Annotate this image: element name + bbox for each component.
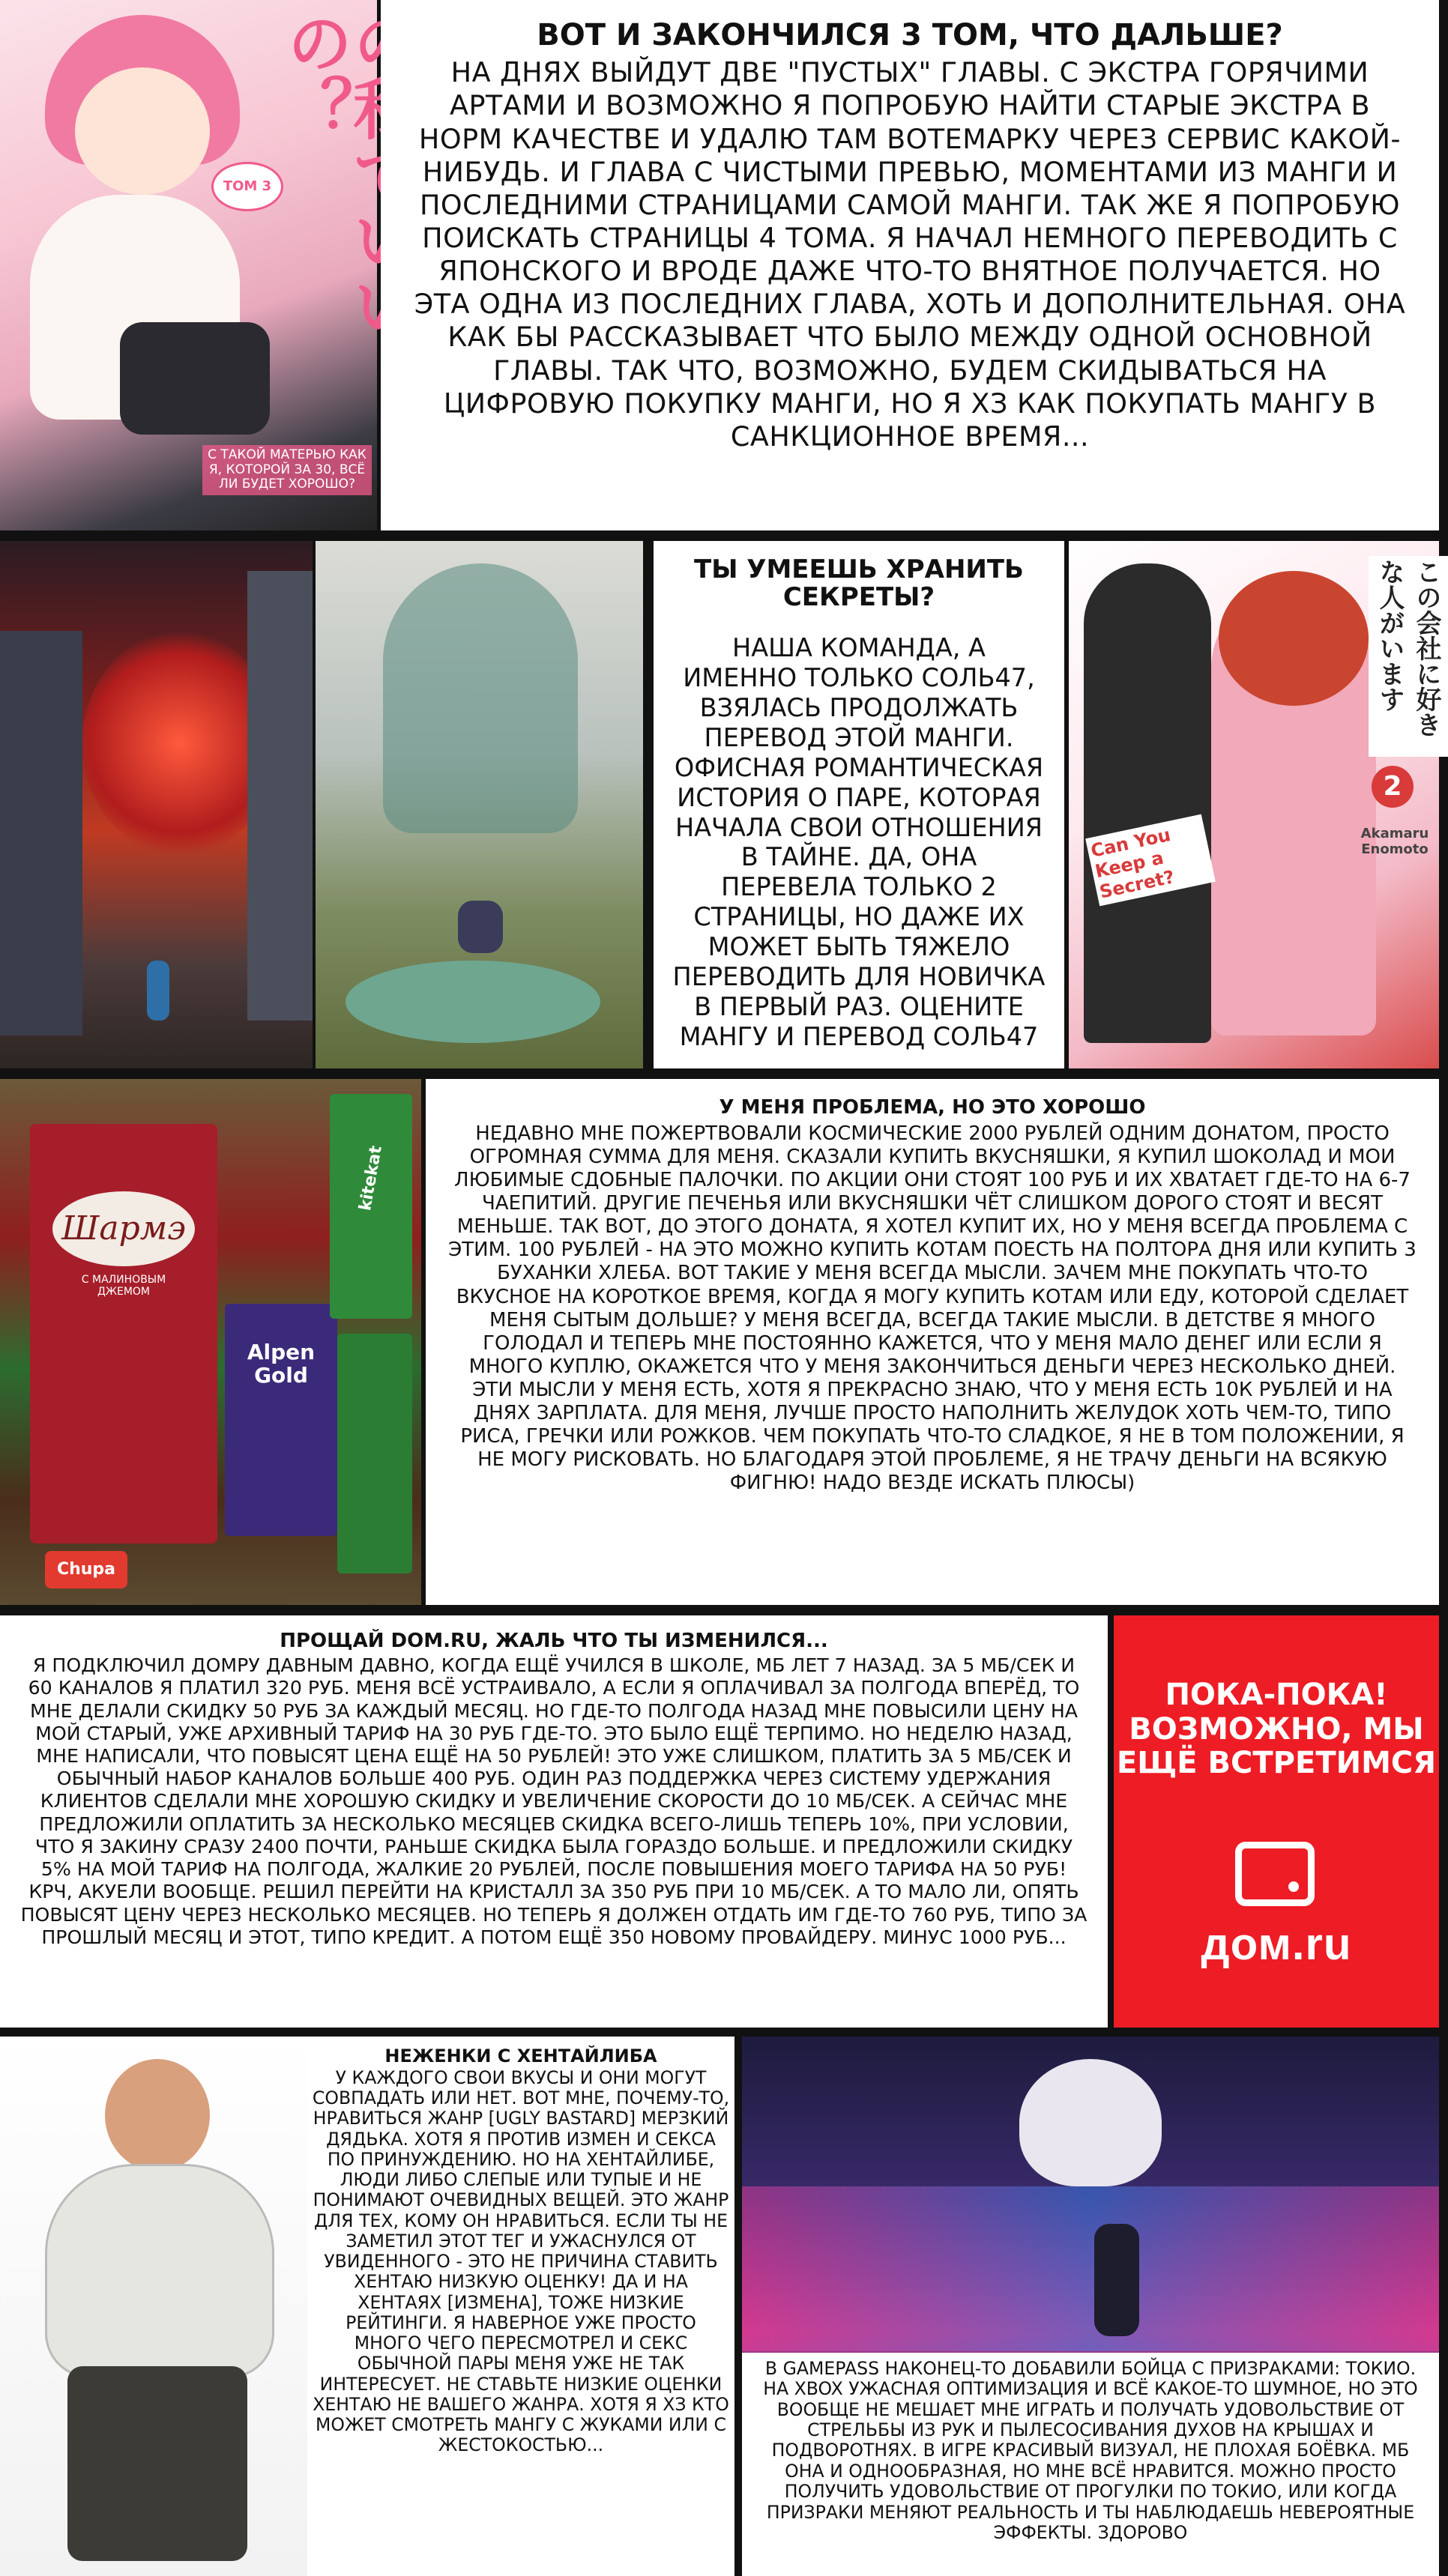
domru-logo-dot bbox=[1288, 1881, 1299, 1892]
art-red-sun-city bbox=[0, 541, 313, 1068]
domru-body: Я ПОДКЛЮЧИЛ ДОМРУ ДАВНЫМ ДАВНО, КОГДА ЕЩЁ УЧИЛСЯ В ШКОЛЕ, МБ ЛЕТ 7 НАЗАД. ЗА 5 МБ/СЕК И 60 КАНАЛОВ Я ПЛАТИЛ 320 РУБ. МЕНЯ ВСЁ УСТРАИВАЛО, А ЕСЛИ Я ОПЛАЧИВАЛ ЗА ПОЛГОДА ВПЕРЁД, ТО МНЕ ДЕЛАЛИ СКИДКУ 50 РУБ ЗА КАЖДЫЙ МЕСЯЦ. НО ГДЕ-ТО ПОЛГОДА НАЗАД МНЕ ПОВЫСИЛИ ЦЕНУ НА МОЙ СТАРЫЙ, УЖЕ АРХИВНЫЙ ТАРИФ НА 30 РУБ ГДЕ-ТО. ЭТО БЫЛО ЕЩЁ ТЕРПИМО. НО НЕДЕЛЮ НАЗАД, МНЕ НАПИСАЛИ, ЧТО ПОВЫСЯТ ЦЕНА ЕЩЁ НА 50 РУБЛЕЙ! ЭТО УЖЕ СЛИШКОМ, ПЛАТИТЬ ЗА 5 МБ/СЕК И ОБЫЧНЫЙ НАБОР КАНАЛОВ БОЛЬШЕ 400 РУБ. ОДИН РАЗ ПОДДЕРЖКА ЧЕРЕЗ СИСТЕМУ УДЕРЖАНИЯ КЛИЕНТОВ СДЕЛАЛИ МНЕ ХОРОШУЮ СКИДКУ И УВЕЛИЧЕНИЕ СКОРОСТИ ДО 10 МБ/СЕК. А СЕЙЧАС МНЕ ПРЕДЛОЖИЛИ ОПЛАТИТЬ ЗА НЕСКОЛЬКО МЕСЯЦЕВ СКИДКА ВСЕГО-ЛИШЬ ТЕПЕРЬ 10%, ПРИ УСЛОВИИ, ЧТО Я ЗАКИНУ СРАЗУ 2400 ПОЧТИ, РАНЬШЕ СКИДКА БЫЛА ГОРАЗДО БОЛЬШЕ. И ПРЕДЛОЖИЛИ СКИДКУ 5% НА МОЙ ТАРИФ НА ПОЛГОДА, ЖАЛКИЕ 20 РУБЛЕЙ, ПОСЛЕ ПОВЫШЕНИЯ МОЕГО ТАРИФА НА 50 РУБ! КРЧ, АКУЕЛИ ВООБЩЕ. РЕШИЛ ПЕРЕЙТИ НА КРИСТАЛЛ ЗА 350 РУБ ПРИ 10 МБ/СЕК. А ТО МАЛО ЛИ, ОПЯТЬ ПОВЫСЯТ ЦЕНУ ЧЕРЕЗ НЕСКОЛЬКО МЕСЯЦЕВ. НО ТЕПЕРЬ Я ДОЛЖЕН ОТДАТЬ ИМ ГДЕ-ТО 760 РУБ, ТИПО ЗА ПРОШЛЫЙ МЕСЯЦ И ЭТОТ, ТИПО КРЕДИТ. А ПОТОМ ЕЩЁ 350 НОВОМУ ПРОВАЙДЕРУ. МИНУС 1000 РУБ... bbox=[20, 1654, 1087, 1948]
uncle-head bbox=[105, 2059, 210, 2171]
snack-catfood-label: kitekat bbox=[356, 1144, 386, 1212]
secret-panel bbox=[654, 541, 1064, 1068]
art-pond bbox=[346, 961, 600, 1043]
snack-cookie-label: Шармэ bbox=[52, 1191, 195, 1266]
domru-panel bbox=[0, 1615, 1108, 2028]
hentailib-body: У КАЖДОГО СВОИ ВКУСЫ И ОНИ МОГУТ СОВПАДАТЬ ИЛИ НЕТ. ВОТ МНЕ, ПОЧЕМУ-ТО, НРАВИТЬСЯ ЖАНР [UGLY BASTARD] МЕРЗКИЙ ДЯДЬКА. ХОТЯ Я ПРОТИВ ИЗМЕН И СЕКСА ПО ПРИНУЖДЕНИЮ. НО НА ХЕНТАЙЛИБЕ, ЛЮДИ ЛИБО СЛЕПЫЕ ИЛИ ТУПЫЕ И НЕ ПОНИМАЮТ ОЧЕВИДНЫХ ВЕЩЕЙ. ЭТО ЖАНР ДЛЯ ТЕХ, КОМУ ОН НРАВИТЬСЯ. ЕСЛИ ТЫ НЕ ЗАМЕТИЛ ЭТОТ ТЕГ И УЖАСНУЛСЯ ОТ УВИДЕННОГО - ЭТО НЕ ПРИЧИНА СТАВИТЬ ХЕНТАЮ НИЗКУЮ ОЦЕНКУ! ДА И НА ХЕНТАЯХ [ИЗМЕНА], ТОЖЕ НИЗКИЕ РЕЙТИНГИ. Я НАВЕРНОЕ УЖЕ ПРОСТО МНОГО ЧЕГО ПЕРЕСМОТРЕЛ И СЕКС ОБЫЧНОЙ ПАРЫ МЕНЯ УЖЕ НЕ ТАК ИНТЕРЕСУЕТ. НЕ СТАВЬТЕ НИЗКИЕ ОЦЕНКИ ХЕНТАЮ НЕ ВАШЕГО ЖАНРА. ХОТЯ Я ХЗ КТО МОЖЕТ СМОТРЕТЬ МАНГУ С ЖУКАМИ ИЛИ С ЖЕСТОКОСТЬЮ... bbox=[312, 2066, 730, 2456]
cover2-title-jp: この会社に好きな人がいます bbox=[1369, 556, 1448, 757]
news-body: НА ДНЯХ ВЫЙДУТ ДВЕ "ПУСТЫХ" ГЛАВЫ. С ЭКСТРА ГОРЯЧИМИ АРТАМИ И ВОЗМОЖНО Я ПОПРОБУЮ НАЙТИ СТАРЫЕ ЭКСТРА В НОРМ КАЧЕСТВЕ И УДАЛЮ ТАМ ВОТЕМАРКУ ЧЕРЕЗ СЕРВИС КАКОЙ-НИБУДЬ. И ГЛАВА С ЧИСТЫМИ ПРЕВЬЮ, МОМЕНТАМИ ИЗ МАНГИ И ПОСЛЕДНИМИ СТРАНИЦАМИ САМОЙ МАНГИ. ТАК ЖЕ Я ПОПРОБУЮ ПОИСКАТЬ СТРАНИЦЫ 4 ТОМА. Я НАЧАЛ НЕМНОГО ПЕРЕВОДИТЬ С ЯПОНСКОГО И ВРОДЕ ДАЖЕ ЧТО-ТО ВНЯТНОЕ ПОЛУЧАЕТСЯ. НО ЭТА ОДНА ИЗ ПОСЛЕДНИХ ГЛАВА, ХОТЬ И ДОПОЛНИТЕЛЬНАЯ. ОНА КАК БЫ РАССКАЗЫВАЕТ ЧТО БЫЛО МЕЖДУ ОДНОЙ ОСНОВНОЙ ГЛАВЫ. ТАК ЧТО, ВОЗМОЖНО, БУДЕМ СКИДЫВАТЬСЯ НА ЦИФРОВУЮ ПОКУПКУ МАНГИ, НО Я ХЗ КАК ПОКУПАТЬ МАНГУ В САНКЦИОННОЕ ВРЕМЯ... bbox=[414, 56, 1406, 453]
art-ghost-figure bbox=[383, 563, 578, 833]
secret-title: ТЫ УМЕЕШЬ ХРАНИТЬ СЕКРЕТЫ? bbox=[694, 554, 1024, 612]
snack-catfood-2 bbox=[337, 1334, 412, 1573]
manga-cover-vol3 bbox=[0, 0, 377, 530]
art-child-figure bbox=[147, 961, 169, 1021]
snacks-photo bbox=[0, 1079, 421, 1605]
cover2-tagline: Can You Keep a Secret? bbox=[1085, 814, 1216, 907]
manga-cover-secret bbox=[1069, 541, 1439, 1068]
art-building-right bbox=[247, 571, 313, 1021]
uncle-body bbox=[45, 2164, 274, 2378]
hentailib-title: НЕЖЕНКИ С ХЕНТАЙЛИБА bbox=[384, 2046, 657, 2066]
domru-logo-text: дом.ru bbox=[1201, 1919, 1352, 1969]
game-neon-street bbox=[742, 2186, 1439, 2351]
news-panel bbox=[381, 0, 1439, 530]
game-oni-mask bbox=[1019, 2059, 1162, 2186]
art-building-left bbox=[0, 631, 82, 1035]
art-ghost-field bbox=[316, 541, 643, 1068]
cover-title-jp: の？ bbox=[277, 9, 354, 141]
snack-lollipop-label: Chupa bbox=[45, 1551, 127, 1588]
problem-title: У МЕНЯ ПРОБЛЕМА, НО ЭТО ХОРОШО bbox=[719, 1096, 1146, 1119]
snack-cookie-pack bbox=[30, 1124, 217, 1544]
domru-farewell-panel bbox=[1114, 1615, 1439, 2028]
domru-logo-icon bbox=[1235, 1842, 1315, 1906]
cover-subtitle: С ТАКОЙ МАТЕРЬЮ КАК Я, КОТОРОЙ ЗА 30, ВСЁ ЛИ БУДЕТ ХОРОШО? bbox=[202, 445, 372, 495]
news-title: ВОТ И ЗАКОНЧИЛСЯ 3 ТОМ, ЧТО ДАЛЬШЕ? bbox=[537, 18, 1283, 52]
uncle-pants bbox=[67, 2366, 247, 2561]
game-hero-figure bbox=[1094, 2224, 1139, 2336]
hentailib-panel bbox=[307, 2037, 734, 2576]
cover-character-skirt bbox=[120, 322, 270, 435]
cover2-volume: 2 bbox=[1372, 766, 1414, 808]
cover2-man bbox=[1084, 563, 1211, 1043]
art-sitting-person bbox=[458, 901, 503, 953]
cover2-woman-hair bbox=[1219, 571, 1369, 706]
ugly-bastard-illustration bbox=[0, 2037, 307, 2576]
cover2-author: Akamaru Enomoto bbox=[1360, 826, 1429, 857]
cover-character-face bbox=[75, 67, 210, 195]
secret-body: НАША КОМАНДА, А ИМЕННО ТОЛЬКО СОЛЬ47, ВЗЯЛАСЬ ПРОДОЛЖАТЬ ПЕРЕВОД ЭТОЙ МАНГИ. ОФИСНАЯ РОМАНТИЧЕСКАЯ ИСТОРИЯ О ПАРЕ, КОТОРАЯ НАЧАЛА СВОИ ОТНОШЕНИЯ В ТАЙНЕ. ДА, ОНА ПЕРЕВЕЛА ТОЛЬКО 2 СТРАНИЦЫ, НО ДАЖЕ ИХ МОЖЕТ БЫТЬ ТЯЖЕЛО ПЕРЕВОДИТЬ ДЛЯ НОВИЧКА В ПЕРВЫЙ РАЗ. ОЦЕНИТЕ МАНГУ И ПЕРЕВОД СОЛЬ47 bbox=[672, 633, 1046, 1051]
snack-cookie-sub: С МАЛИНОВЫМ ДЖЕМОМ bbox=[81, 1274, 166, 1298]
domru-title: ПРОЩАЙ DOM.RU, ЖАЛЬ ЧТО ТЫ ИЗМЕНИЛСЯ... bbox=[280, 1630, 828, 1652]
problem-body: НЕДАВНО МНЕ ПОЖЕРТВОВАЛИ КОСМИЧЕСКИЕ 2000 РУБЛЕЙ ОДНИМ ДОНАТОМ, ПРОСТО ОГРОМНАЯ СУММА ДЛЯ МЕНЯ. СКАЗАЛИ КУПИТЬ ВКУСНЯШКИ, Я КУПИЛ ШОКОЛАД И МОИ ЛЮБИМЫЕ СДОБНЫЕ ПАЛОЧКИ. ПО АКЦИИ ОНИ СТОЯТ 100 РУБ И ИХ ХВАТАЕТ ГДЕ-ТО НА 6-7 ЧАЕПИТИЙ. ДРУГИЕ ПЕЧЕНЬЯ ИЛИ ВКУСНЯШКИ ЧЁТ СЛИШКОМ ДОРОГО СТОЯТ И ВЕСЯТ МЕНЬШЕ. ТАК ВОТ, ДО ЭТОГО ДОНАТА, Я ХОТЕЛ КУПИТ ИХ, НО У МЕНЯ ВСЕГДА ПРОБЛЕМА С ЭТИМ. 100 РУБЛЕЙ - НА ЭТО МОЖНО КУПИТЬ КОТАМ ПОЕСТЬ НА ПОЛТОРА ДНЯ ИЛИ КУПИТЬ 3 БУХАНКИ ХЛЕБА. ВОТ ТАКИЕ У МЕНЯ ВСЕГДА МЫСЛИ. ЗАЧЕМ МНЕ ПОКУПАТЬ ЧТО-ТО ВКУСНОЕ НА КОРОТКОЕ ВРЕМЯ, КОГДА Я МОГУ КУПИТЬ КОТАМ ИЛИ ЕДУ, КОТОРОЙ СДЕЛАЕТ МЕНЯ СЫТЫМ ДОЛЬШЕ? У МЕНЯ ВСЕГДА, ВСЕГДА ТАКИЕ МЫСЛИ. В ДЕТСТВЕ Я МНОГО ГОЛОДАЛ И ТЕПЕРЬ МНЕ ПОСТОЯННО КАЖЕТСЯ, ЧТО У МЕНЯ МАЛО ДЕНЕГ ИЛИ ЕСЛИ Я МНОГО КУПЛЮ, ОКАЖЕТСЯ ЧТО У МЕНЯ ЗАКОНЧИТЬСЯ ДЕНЬГИ ЧЕРЕЗ НЕСКОЛЬКО ДНЕЙ. ЭТИ МЫСЛИ У МЕНЯ ЕСТЬ, ХОТЯ Я ПРЕКРАСНО ЗНАЮ, ЧТО У МЕНЯ ЕСТЬ 10К РУБЛЕЙ И НА ДНЯХ ЗАРПЛАТА. ДЛЯ МЕНЯ, ЛУЧШЕ ПРОСТО НАПОЛНИТЬ ЖЕЛУДОК ХОТЬ ЧЕМ-ТО, ТИПО РИСА, ГРЕЧКИ ИЛИ РОЖКОВ. ЧЕМ ПОКУПАТЬ ЧТО-ТО СЛАДКОЕ, Я НЕ В ТОМ ПОЛОЖЕНИИ, Я НЕ МОГУ РИСКОВАТЬ. НО БЛАГОДАРЯ ЭТОЙ ПРОБЛЕМЕ, Я НЕ ТРАЧУ ДЕНЬГИ НА ВСЯКУЮ ФИГНЮ! НАДО ВЕЗДЕ ИСКАТЬ ПЛЮСЫ) bbox=[448, 1122, 1417, 1495]
snack-chocolate-label: Alpen Gold bbox=[247, 1340, 316, 1388]
snack-chocolate bbox=[225, 1304, 337, 1536]
ghostwire-caption-panel bbox=[742, 2353, 1439, 2576]
ghostwire-caption: В GAMEPASS НАКОНЕЦ-ТО ДОБАВИЛИ БОЙЦА С ПРИЗРАКАМИ: ТОКИО. НА XBOX УЖАСНАЯ ОПТИМИЗАЦИЯ И ВСЁ КАКОЕ-ТО ШУМНОЕ, НО ЭТО ВООБЩЕ НЕ МЕШАЕТ МНЕ ИГРАТЬ И ПОЛУЧАТЬ УДОВОЛЬСТВИЕ ОТ СТРЕЛЬБЫ ИЗ РУК И ПЫЛЕСОСИВАНИЯ ДУХОВ НА КРЫШАХ И ПОДВОРОТНЯХ. В ИГРЕ КРАСИВЫЙ ВИЗУАЛ, НЕ ПЛОХАЯ БОЁВКА. МБ ОНА И ОДНООБРАЗНАЯ, НО МНЕ ВСЁ НРАВИТСЯ. МОЖНО ПРОСТО ПОЛУЧИТЬ УДОВОЛЬСТВИЕ ОТ ПРОГУЛКИ ПО ТОКИО, ИЛИ КОГДА ПРИЗРАКИ МЕНЯЮТ РЕАЛЬНОСТЬ И ТЫ НАБЛЮДАЕШЬ НЕВЕРОЯТНЫЕ ЭФФЕКТЫ. ЗДОРОВО bbox=[763, 2358, 1418, 2543]
problem-panel bbox=[426, 1079, 1439, 1605]
domru-farewell-text: ПОКА-ПОКА! ВОЗМОЖНО, МЫ ЕЩЁ ВСТРЕТИМСЯ bbox=[1116, 1678, 1437, 1781]
cover-volume-badge: ТОМ 3 bbox=[211, 162, 283, 211]
